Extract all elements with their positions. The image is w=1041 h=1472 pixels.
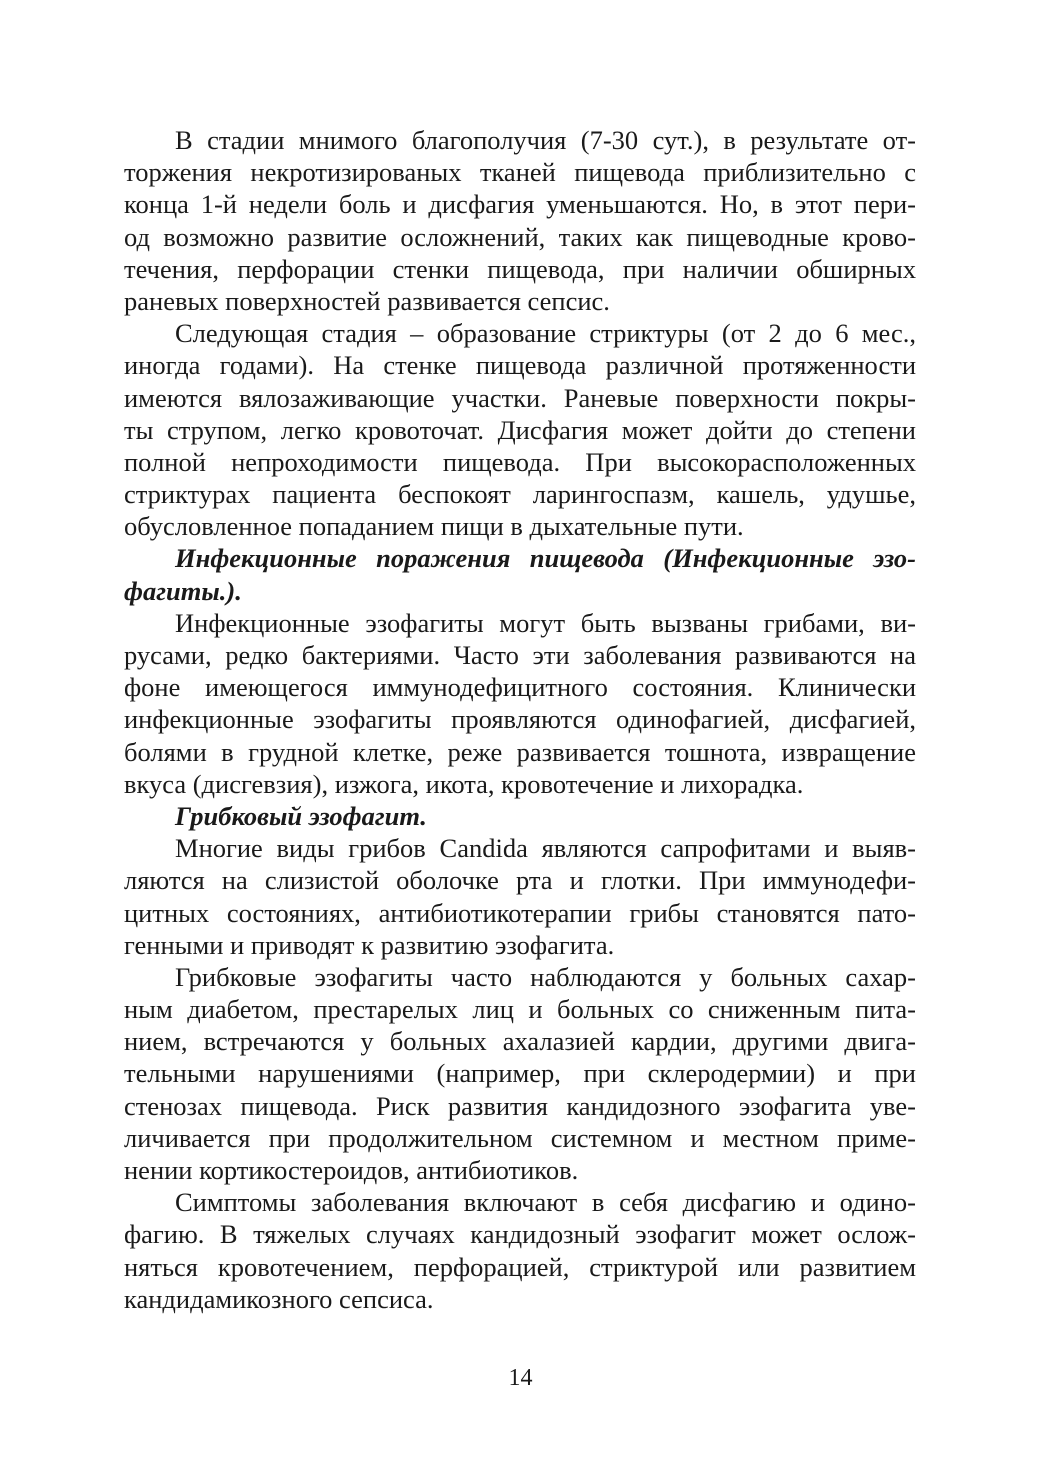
text-line: инфекционные эзофагиты проявляются одинофагией, дисфагией, bbox=[124, 704, 916, 735]
text-line: генными и приводят к развитию эзофагита. bbox=[124, 929, 615, 960]
text-line: кандидамикозного сепсиса. bbox=[124, 1283, 434, 1314]
section-heading: Грибковый эзофагит. bbox=[175, 800, 427, 831]
text-line: стенозах пищевода. Риск развития кандидозного эзофагита уве- bbox=[124, 1090, 916, 1121]
text-line: няться кровотечением, перфорацией, стриктурой или развитием bbox=[124, 1251, 916, 1282]
text-line: конца 1-й недели боль и дисфагия уменьшаются. Но, в этот пери- bbox=[124, 189, 916, 220]
text-line: иногда годами). На стенке пищевода различной протяженности bbox=[124, 350, 916, 381]
section-heading: фагиты.). bbox=[124, 575, 242, 606]
text-line: фагию. В тяжелых случаях кандидозный эзофагит может ослож- bbox=[124, 1219, 916, 1250]
text-line: В стадии мнимого благополучия (7-30 сут.), в результате от- bbox=[175, 125, 916, 155]
text-line: Следующая стадия – образование стриктуры (от 2 до 6 мес., bbox=[175, 318, 916, 349]
text-line: ляются на слизистой оболочке рта и глотки. При иммунодефи- bbox=[124, 865, 916, 896]
text-line: Многие виды грибов Candida являются сапрофитами и выяв- bbox=[175, 833, 916, 864]
text-line: болями в грудной клетке, реже развивается тошнота, извращение bbox=[124, 736, 916, 767]
text-line: полной непроходимости пищевода. При высокорасположенных bbox=[124, 446, 916, 477]
text-line: торжения некротизированых тканей пищевода приблизительно с bbox=[124, 157, 916, 188]
text-line: ным диабетом, престарелых лиц и больных со сниженным пита- bbox=[124, 994, 916, 1025]
text-line: ты струпом, легко кровоточат. Дисфагия может дойти до степени bbox=[124, 414, 916, 445]
text-line: Грибковые эзофагиты часто наблюдаются у больных сахар- bbox=[175, 961, 916, 992]
text-line: Симптомы заболевания включают в себя дисфагию и одино- bbox=[175, 1187, 916, 1218]
text-line: Инфекционные эзофагиты могут быть вызваны грибами, ви- bbox=[175, 607, 916, 638]
text-line: нении кортикостероидов, антибиотиков. bbox=[124, 1155, 579, 1185]
text-line: личивается при продолжительном системном и местном приме- bbox=[124, 1122, 916, 1153]
text-line: обусловленное попаданием пищи в дыхательные пути. bbox=[124, 511, 744, 542]
text-line: нием, встречаются у больных ахалазией кардии, другими двига- bbox=[124, 1026, 916, 1057]
body-text bbox=[124, 124, 916, 1315]
text-line: течения, перфорации стенки пищевода, при наличии обширных bbox=[124, 253, 916, 284]
text-line: од возможно развитие осложнений, таких как пищеводные крово- bbox=[124, 221, 916, 252]
page-number: 14 bbox=[508, 1365, 533, 1391]
text-line: цитных состояниях, антибиотикотерапии грибы становятся пато- bbox=[124, 897, 916, 928]
text-line: имеются вялозаживающие участки. Раневые поверхности покры- bbox=[124, 382, 916, 413]
section-heading: Инфекционные поражения пищевода (Инфекционные эзо- bbox=[175, 543, 916, 574]
text-line: русами, редко бактериями. Часто эти заболевания развиваются на bbox=[124, 640, 916, 670]
text-line: раневых поверхностей развивается сепсис. bbox=[124, 285, 610, 316]
text-line: вкуса (дисгевзия), изжога, икота, кровотечение и лихорадка. bbox=[124, 768, 804, 799]
text-line: стриктурах пациента беспокоят ларингоспазм, кашель, удушье, bbox=[124, 479, 916, 510]
text-line: тельными нарушениями (например, при склеродермии) и при bbox=[124, 1058, 916, 1089]
text-line: фоне имеющегося иммунодефицитного состояния. Клинически bbox=[124, 672, 916, 703]
